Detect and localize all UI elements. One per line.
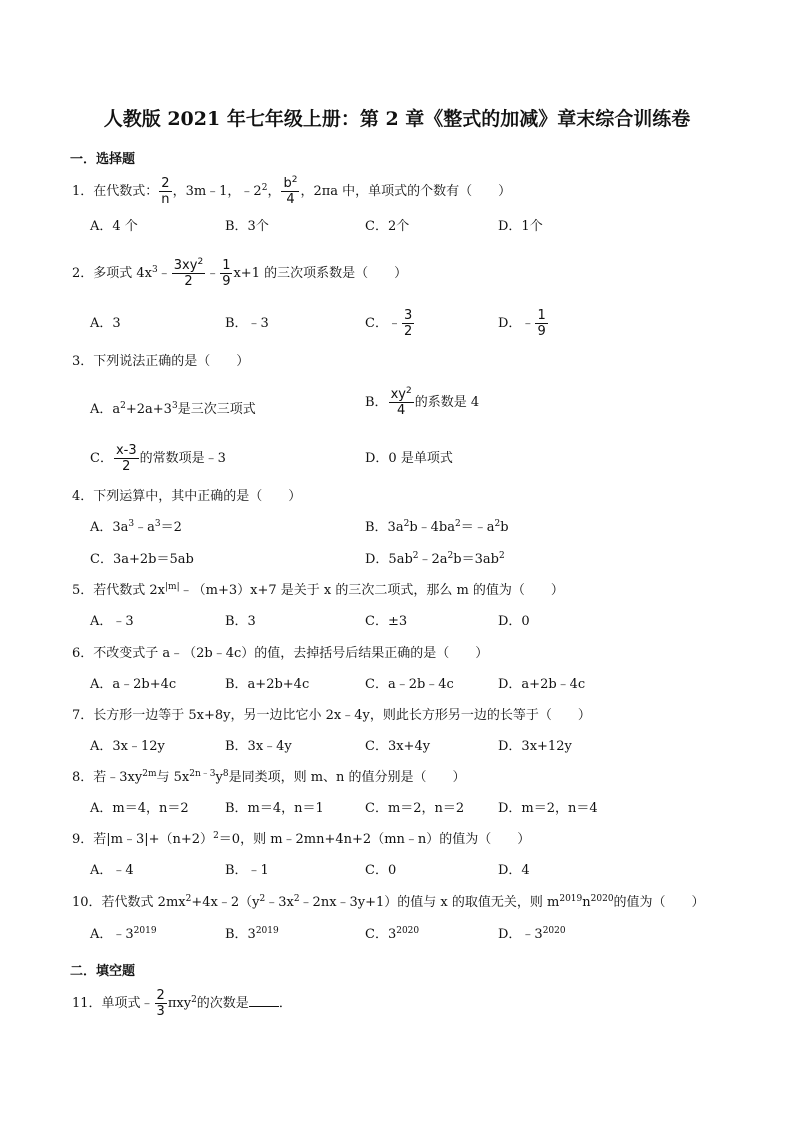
option-a: A．3 — [90, 316, 121, 331]
option-d: D．4 — [498, 863, 530, 878]
option-a: A．m＝4，n＝2 — [90, 801, 189, 816]
option-a: A．4 个 — [90, 219, 138, 234]
question-8: 8．若$﹣3xy^{2m}$与 $5x^{2n﹣3}y^8$是同类项，则 m、n 的值分别是（ ） — [72, 769, 466, 785]
fraction: $\frac{b^2}{4}$ — [283, 175, 298, 207]
question-1: 1．在代数式： $\frac{2}{n}$ ，3m﹣1，$﹣2^2$， $\frac{b^2}{4}$ ，2πa 中，单项式的个数有（ ） — [72, 175, 512, 207]
question-2: 2．多项式 $4x^3﹣$ $\frac{3xy^2}{2}$ ﹣ $\frac{1}{9}$ x+1 的三次项系数是（ ） — [72, 257, 408, 289]
option-c: C．0 — [365, 863, 397, 878]
option-b: B．$3^{2019}$ — [225, 926, 279, 942]
option-d: D．﹣ $\frac{1}{9}$ — [498, 308, 546, 339]
fraction: $\frac{2}{3}$ — [156, 988, 165, 1019]
option-c: C．2个 — [365, 219, 410, 234]
option-c: C．3x+4y — [365, 739, 431, 754]
option-d: D．$5ab^2﹣2a^2b=3ab^2$ — [365, 551, 505, 567]
option-c: C．m＝2，n＝2 — [365, 801, 465, 816]
option-d: D．m＝2，n＝4 — [498, 801, 598, 816]
section-fill-heading: 二．填空题 — [70, 964, 136, 979]
option-d: D．0 — [498, 614, 530, 629]
option-c: C．3a+2b＝5ab — [90, 552, 194, 567]
fraction: $\frac{x-3}{2}$ — [115, 443, 137, 474]
option-b: B．﹣1 — [225, 863, 269, 878]
option-a: A．$a^2+2a+3^3$是三次三项式 — [90, 401, 256, 417]
option-d: D．0 是单项式 — [365, 451, 453, 466]
option-b: B．3 — [225, 614, 256, 629]
option-a: A．$﹣3^{2019}$ — [90, 926, 157, 942]
page-title: 人教版 2021 年七年级上册：第 2 章《整式的加减》章末综合训练卷 — [103, 108, 691, 130]
option-a: A．﹣4 — [90, 863, 134, 878]
option-b: B．$3a^2b﹣4ba^2=﹣a^2b$ — [365, 519, 509, 535]
question-5: 5．若代数式 $2x^{|m|}﹣(m+3)x+7$ 是关于 x 的三次二项式，那么 m 的值为（ ） — [72, 582, 564, 598]
option-b: B． $\frac{xy^2}{4}$ 的系数是 4 — [365, 386, 480, 418]
fraction: $\frac{1}{9}$ — [222, 258, 231, 289]
option-c: C．a﹣2b﹣4c — [365, 677, 454, 692]
option-b: B．a+2b+4c — [225, 677, 310, 692]
option-a: A．3x﹣12y — [90, 739, 165, 754]
fraction: $\frac{3}{2}$ — [403, 308, 413, 339]
question-11: 11．单项式﹣ $\frac{2}{3}$ πxy$^2$的次数是 ． — [72, 988, 292, 1019]
option-c: C．±3 — [365, 614, 408, 629]
section-choice-heading: 一．选择题 — [70, 152, 136, 167]
option-a: A．$3a^3﹣a^3=2$ — [90, 519, 182, 535]
option-c: C．$3^{2020}$ — [365, 926, 420, 942]
question-10: 10．若代数式 $2mx^2+4x﹣2(y^2﹣3x^2﹣2nx﹣3y+1)$的值与 x 的取值无关，则 $m^{2019}n^{2020}$的值为（ ） — [72, 894, 705, 910]
option-d: D．$﹣3^{2020}$ — [498, 926, 566, 942]
question-7-stem: 7．长方形一边等于 5x+8y，另一边比它小 2x﹣4y，则此长方形另一边的长等于（ ） — [72, 708, 591, 723]
option-d: D．1个 — [498, 219, 543, 234]
option-b: B．﹣3 — [225, 316, 269, 331]
option-b: B．3个 — [225, 219, 269, 234]
fraction: $\frac{2}{n}$ — [161, 176, 170, 207]
answer-blank — [249, 994, 279, 1007]
option-d: D．3x+12y — [498, 739, 572, 754]
question-3-stem: 3．下列说法正确的是（ ） — [72, 354, 250, 369]
option-b: B．m＝4，n＝1 — [225, 801, 324, 816]
fraction: $\frac{xy^2}{4}$ — [390, 386, 412, 418]
option-a: A．﹣3 — [90, 614, 134, 629]
question-4-stem: 4．下列运算中，其中正确的是（ ） — [72, 489, 302, 504]
option-c: C． $\frac{x-3}{2}$ 的常数项是﹣3 — [90, 443, 226, 474]
question-9: 9．若$|m﹣3|+(n+2)^2=0$，则 m﹣2mn+4n+2（mn﹣n）的值为（ ） — [72, 831, 531, 847]
option-a: A．a﹣2b+4c — [90, 677, 177, 692]
option-d: D．a+2b﹣4c — [498, 677, 586, 692]
option-c: C．﹣ $\frac{3}{2}$ — [365, 308, 413, 339]
question-6-stem: 6．不改变式子 a﹣（2b﹣4c）的值，去掉括号后结果正确的是（ ） — [72, 646, 489, 661]
fraction: $\frac{3xy^2}{2}$ — [173, 257, 204, 289]
fraction: $\frac{1}{9}$ — [537, 308, 546, 339]
option-b: B．3x﹣4y — [225, 739, 292, 754]
